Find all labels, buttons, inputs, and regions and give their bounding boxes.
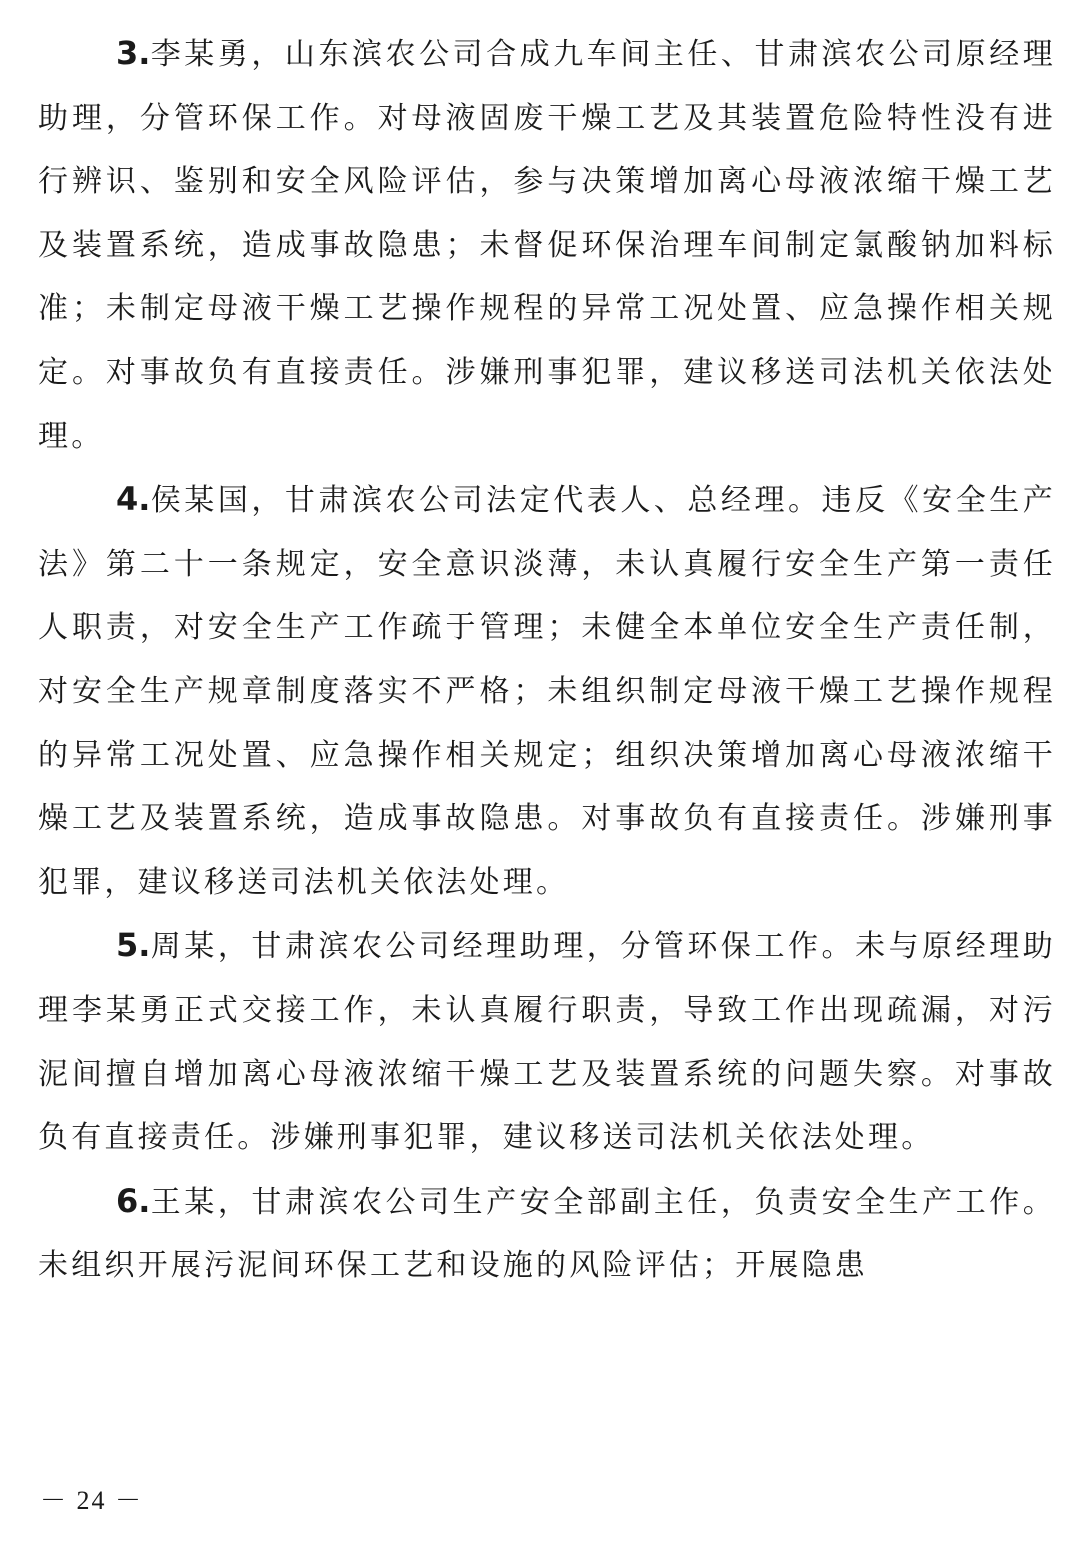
document-body: [38, 22, 1056, 1298]
paragraph-number: 5.: [116, 926, 151, 965]
paragraph-text: 王某，甘肃滨农公司生产安全部副主任，负责安全生产工作。未组织开展污泥间环保工艺和设施的风险评估；开展隐患: [38, 1184, 1056, 1284]
paragraph-item-3: [38, 22, 1056, 468]
paragraph-item-5: [38, 914, 1056, 1169]
paragraph-number: 4.: [116, 480, 151, 519]
paragraph-number: 6.: [116, 1181, 151, 1220]
paragraph-text: 周某，甘肃滨农公司经理助理，分管环保工作。未与原经理助理李某勇正式交接工作，未认真履行职责，导致工作出现疏漏，对污泥间擅自增加离心母液浓缩干燥工艺及装置系统的问题失察。对事故负有直接责任。涉嫌刑事犯罪，建议移送司法机关依法处理。: [38, 929, 1056, 1156]
page-number: － 24 －: [40, 1486, 144, 1515]
paragraph-number: 3.: [116, 34, 151, 72]
paragraph-text: 李某勇，山东滨农公司合成九车间主任、甘肃滨农公司原经理助理，分管环保工作。对母液固废干燥工艺及其装置危险特性没有进行辨识、鉴别和安全风险评估，参与决策增加离心母液浓缩干燥工艺及装置系统，造成事故隐患；未督促环保治理车间制定氯酸钠加料标准；未制定母液干燥工艺操作规程的异常工况处置、应急操作相关规定。对事故负有直接责任。涉嫌刑事犯罪，建议移送司法机关依法处理。: [38, 37, 1056, 454]
paragraph-item-4: [38, 468, 1056, 914]
paragraph-text: 侯某国，甘肃滨农公司法定代表人、总经理。违反《安全生产法》第二十一条规定，安全意识淡薄，未认真履行安全生产第一责任人职责，对安全生产工作疏于管理；未健全本单位安全生产责任制，对安全生产规章制度落实不严格；未组织制定母液干燥工艺操作规程的异常工况处置、应急操作相关规定；组织决策增加离心母液浓缩干燥工艺及装置系统，造成事故隐患。对事故负有直接责任。涉嫌刑事犯罪，建议移送司法机关依法处理。: [38, 483, 1056, 900]
paragraph-item-6: [38, 1170, 1056, 1298]
